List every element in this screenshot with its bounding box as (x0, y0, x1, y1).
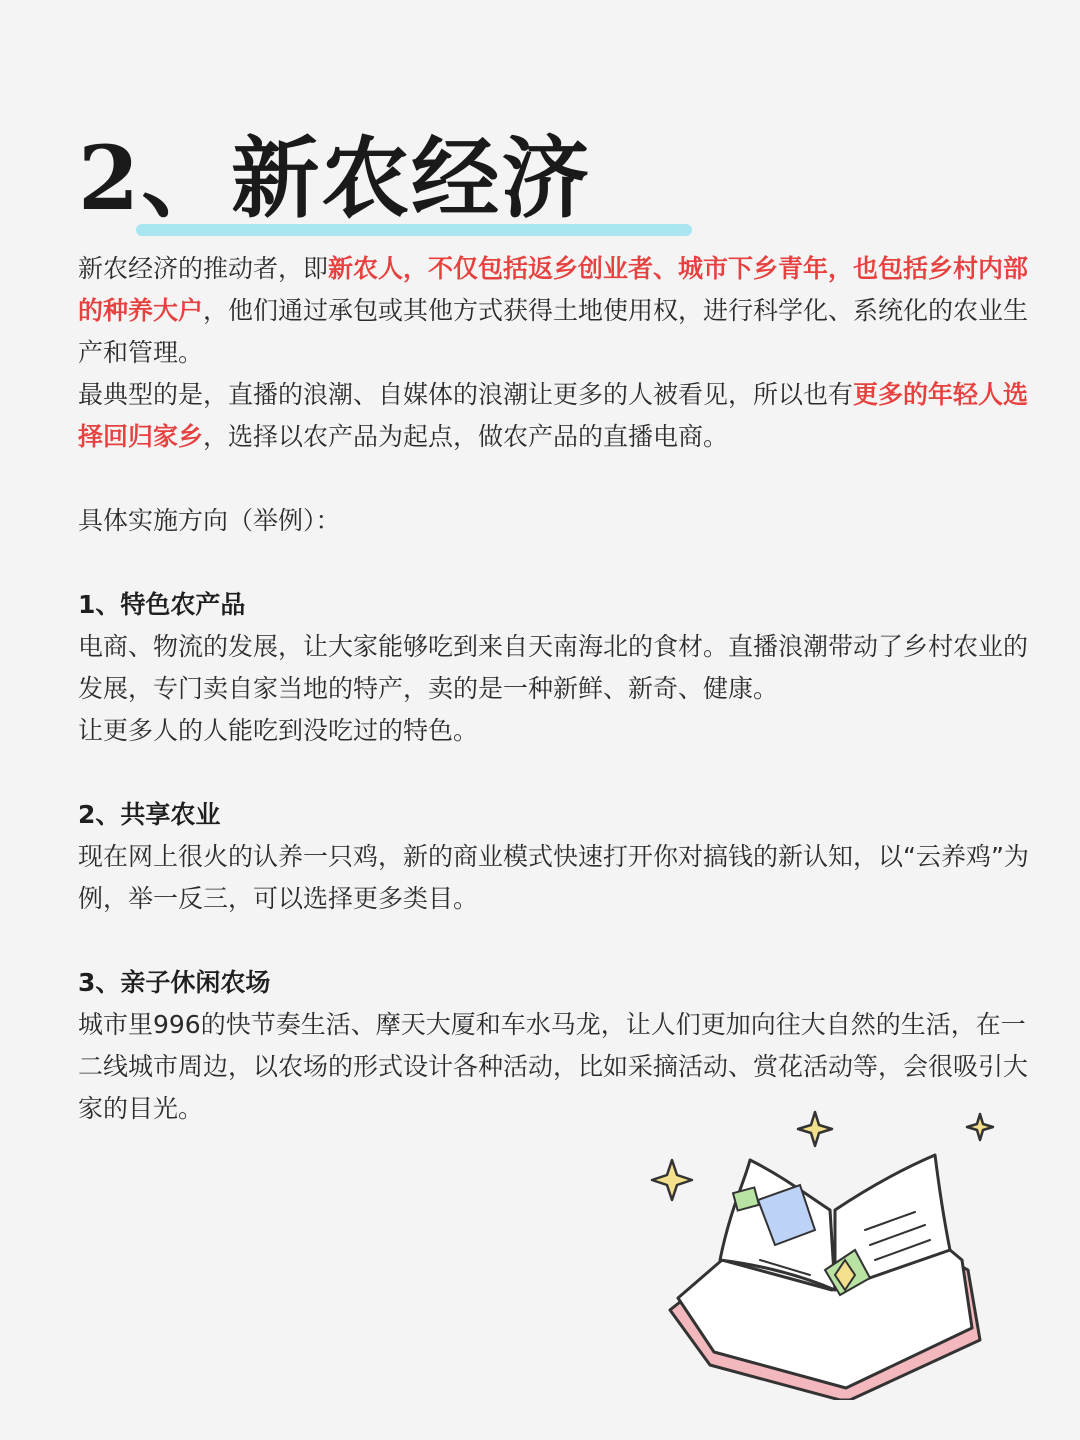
sparkle-icon (652, 1160, 692, 1200)
section-line: 让更多人的人能吃到没吃过的特色。 (78, 716, 479, 745)
intro-paragraph-2 (78, 374, 1038, 458)
section-title: 1、特色农产品 (78, 590, 246, 619)
intro-text: ，选择以农产品为起点，做农产品的直播电商。 (203, 422, 729, 451)
highlight-text: 更多的年轻人选择回归家乡 (78, 380, 1029, 451)
highlight-text: 新农人，不仅包括返乡创业者、城市下乡青年，也包括乡村内部的种养大户 (78, 254, 1029, 325)
intro-text: ，他们通过承包或其他方式获得土地使用权，进行科学化、系统化的农业生产和管理。 (78, 296, 1029, 367)
section-line: 现在网上很火的认养一只鸡，新的商业模式快速打开你对搞钱的新认知，以“云养鸡”为例，举一反三，可以选择更多类目。 (78, 842, 1029, 913)
section-line: 城市里996的快节奏生活、摩天大厦和车水马龙，让人们更加向往大自然的生活，在一二线城市周边，以农场的形式设计各种活动，比如采摘活动、赏花活动等，会很吸引大家的目光。 (78, 1010, 1029, 1123)
intro-paragraph-1 (78, 248, 1038, 374)
intro-text: 新农经济的推动者，即 (78, 254, 329, 283)
section-title: 3、亲子休闲农场 (78, 968, 271, 997)
sparkle-icon (798, 1112, 832, 1146)
title-block (78, 128, 591, 228)
directions-heading: 具体实施方向（举例）： (78, 506, 341, 535)
page-title: 2、新农经济 (78, 126, 592, 230)
section-title: 2、共享农业 (78, 800, 221, 829)
sparkle-icon (967, 1114, 993, 1140)
article-body (78, 248, 1038, 1130)
open-book-icon (650, 1100, 1020, 1400)
section-line: 电商、物流的发展，让大家能够吃到来自天南海北的食材。直播浪潮带动了乡村农业的发展，专门卖自家当地的特产，卖的是一种新鲜、新奇、健康。 (78, 632, 1029, 703)
intro-text: 最典型的是，直播的浪潮、自媒体的浪潮让更多的人被看见，所以也有 (78, 380, 854, 409)
